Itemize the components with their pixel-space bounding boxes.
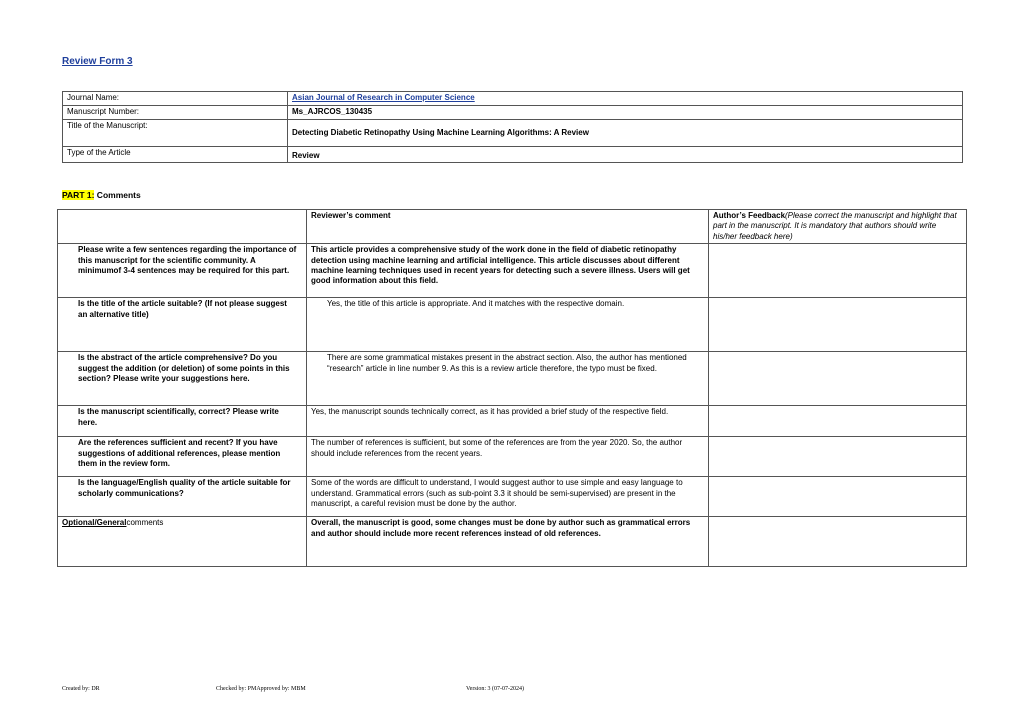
- review-comments-table: [57, 209, 967, 567]
- optional-suffix: comments: [126, 518, 164, 528]
- table-row: [58, 437, 967, 477]
- table-row: [58, 406, 967, 437]
- table-row: [58, 477, 967, 517]
- feedback-cell[interactable]: [709, 352, 967, 406]
- header-author-feedback: [709, 210, 967, 244]
- article-type-value: Review: [288, 147, 963, 163]
- manuscript-title-row: [63, 120, 963, 147]
- manuscript-title-label: Title of the Manuscript:: [63, 120, 288, 147]
- manuscript-number-row: [63, 106, 963, 120]
- header-reviewer-comment: Reviewer’s comment: [307, 210, 709, 244]
- optional-label-cell: [58, 517, 307, 567]
- footer-created: Created by: DR: [62, 686, 100, 692]
- question-cell: Is the manuscript scientifically, correct? Please write here.: [58, 406, 307, 437]
- comment-cell: This article provides a comprehensive study of the work done in the field of diabetic retinopathy detection using machine learning and artificial intelligence. This article discusses about different machine learning techniques used in recent years for detecting such a severe illness. Users will get good information about this field.: [307, 244, 709, 298]
- optional-comment-cell: Overall, the manuscript is good, some changes must be done by author such as grammatical errors and author should include more recent references instead of old references.: [307, 517, 709, 567]
- part1-label: PART 1:: [62, 190, 95, 200]
- author-feedback-heading: Author’s Feedback: [713, 211, 786, 220]
- journal-name-label: Journal Name:: [63, 92, 288, 106]
- journal-name-link[interactable]: Asian Journal of Research in Computer Science: [292, 93, 475, 102]
- question-cell: Are the references sufficient and recent? If you have suggestions of additional references, please mention them in the review form.: [58, 437, 307, 477]
- feedback-cell[interactable]: [709, 437, 967, 477]
- comment-cell: Yes, the manuscript sounds technically correct, as it has provided a brief study of the respective field.: [307, 406, 709, 437]
- optional-feedback-cell[interactable]: [709, 517, 967, 567]
- manuscript-number-label: Manuscript Number:: [63, 106, 288, 120]
- optional-comments-row: [58, 517, 967, 567]
- question-cell: Please write a few sentences regarding the importance of this manuscript for the scientific community. A minimumof 3-4 sentences may be required for this part.: [58, 244, 307, 298]
- article-type-row: [63, 147, 963, 163]
- table-row: [58, 244, 967, 298]
- table-row: [58, 352, 967, 406]
- comment-cell: The number of references is sufficient, but some of the references are from the year 2020. So, the author should include references from the recent years.: [307, 437, 709, 477]
- footer-version: Version: 3 (07-07-2024): [466, 686, 524, 692]
- article-type-label: Type of the Article: [63, 147, 288, 163]
- comment-cell: There are some grammatical mistakes present in the abstract section. Also, the author has mentioned “research” article in line number 9. As this is a review article therefore, the typo must be fixed.: [307, 352, 709, 406]
- part1-heading: [62, 190, 141, 201]
- feedback-cell[interactable]: [709, 298, 967, 352]
- question-cell: Is the language/English quality of the article suitable for scholarly communications?: [58, 477, 307, 517]
- footer-checked: Checked by: PMApproved by: MBM: [216, 686, 306, 692]
- optional-label: Optional/General: [62, 518, 127, 528]
- part1-suffix: Comments: [94, 190, 141, 200]
- journal-name-cell: [288, 92, 963, 106]
- feedback-cell[interactable]: [709, 477, 967, 517]
- header-row: [58, 210, 967, 244]
- author-feedback-note: (Please correct the manuscript and highlight that part in the manuscript. It is mandatory that authors should write his/her feedback here): [713, 211, 957, 241]
- manuscript-number-value: Ms_AJRCOS_130435: [288, 106, 963, 120]
- question-cell: Is the title of the article suitable? (If not please suggest an alternative title): [58, 298, 307, 352]
- manuscript-title-value: Detecting Diabetic Retinopathy Using Machine Learning Algorithms: A Review: [288, 120, 963, 147]
- journal-name-row: [63, 92, 963, 106]
- comment-cell: Yes, the title of this article is appropriate. And it matches with the respective domain.: [307, 298, 709, 352]
- journal-info-table: [62, 91, 963, 163]
- form-title: Review Form 3: [62, 56, 133, 67]
- feedback-cell[interactable]: [709, 244, 967, 298]
- feedback-cell[interactable]: [709, 406, 967, 437]
- question-cell: Is the abstract of the article comprehensive? Do you suggest the addition (or deletion) of some points in this section? Please write your suggestions here.: [58, 352, 307, 406]
- table-row: [58, 298, 967, 352]
- comment-cell: Some of the words are difficult to understand, I would suggest author to use simple and easy language to understand. Grammatical errors (such as sub-point 3.3 it should be semi-supervised) are present in the manuscript, a careful revision must be done by the author.: [307, 477, 709, 517]
- header-question-cell: [58, 210, 307, 244]
